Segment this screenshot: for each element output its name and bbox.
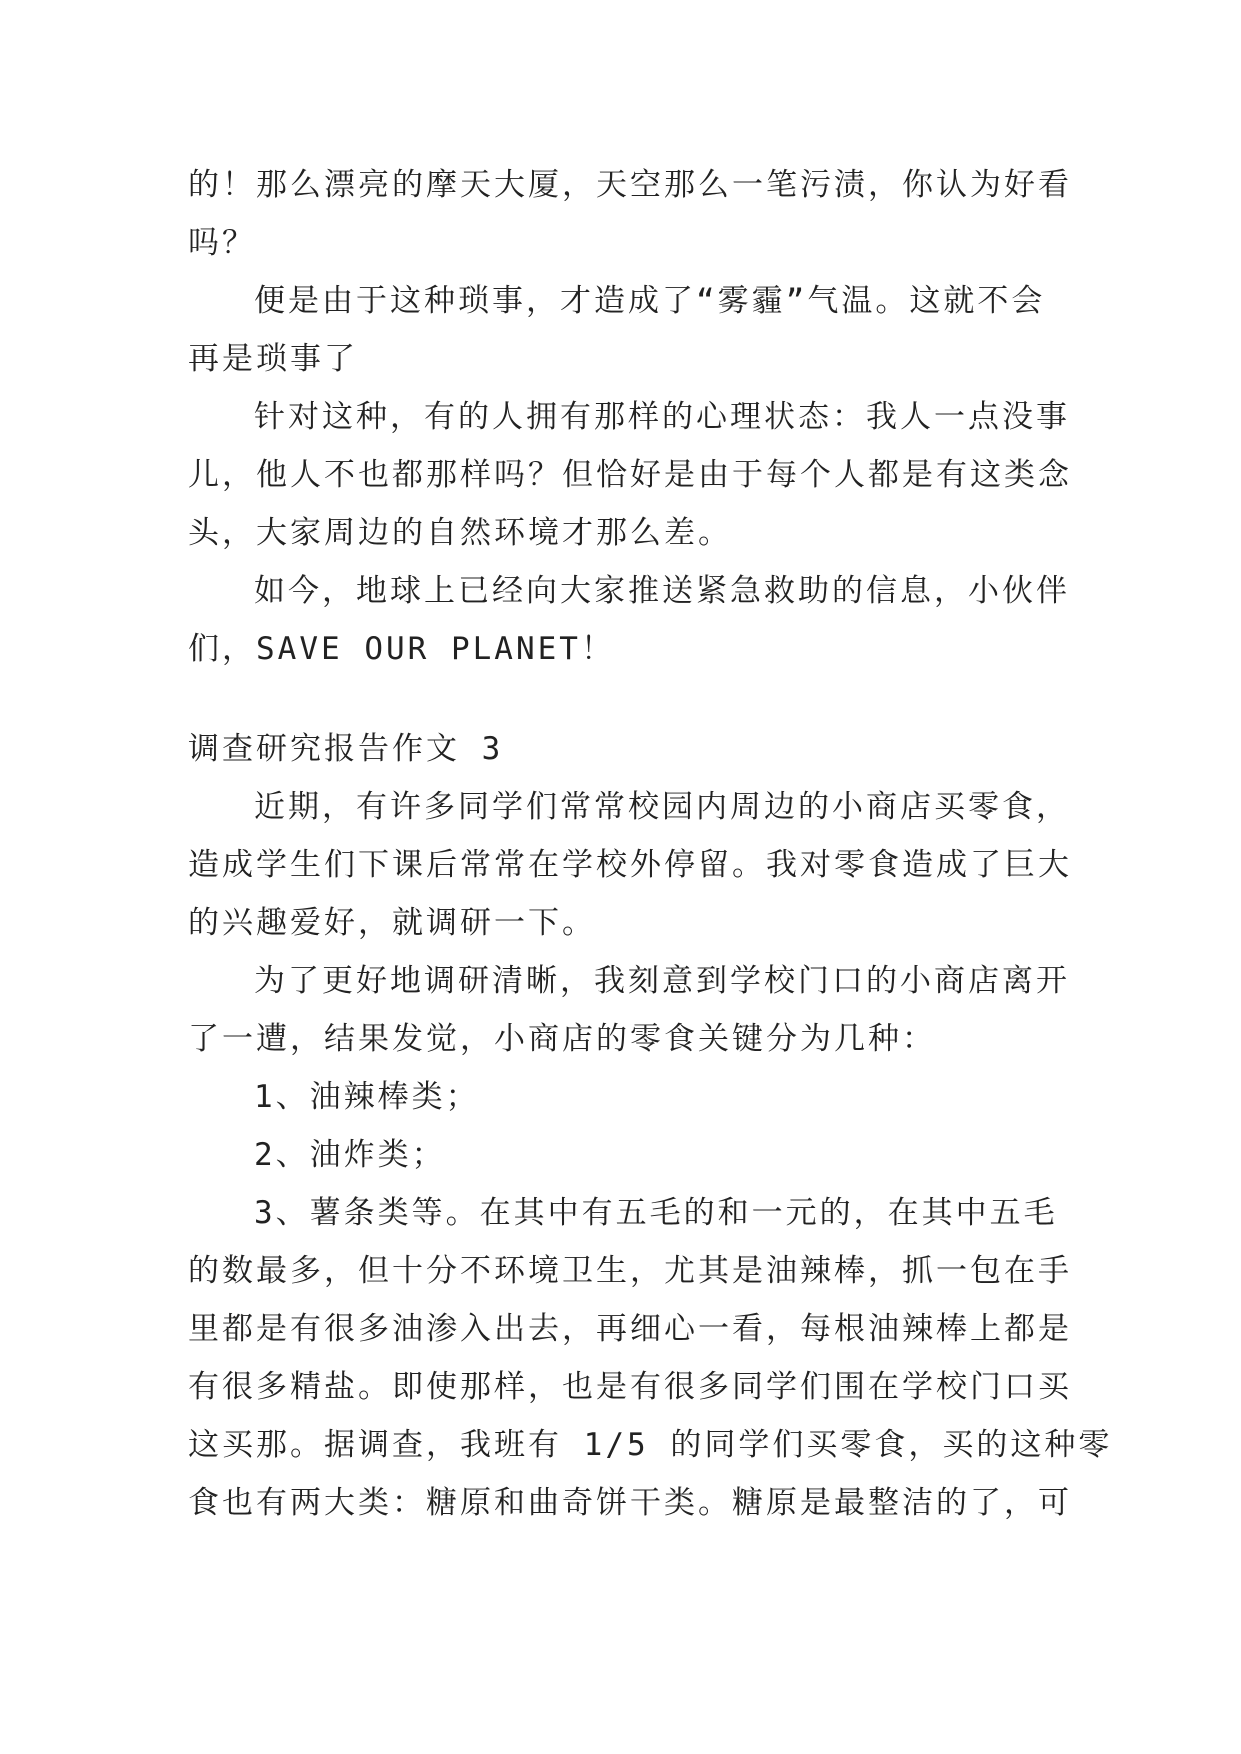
section-gap [188,678,1054,720]
paragraph-line: 儿，他人不也都那样吗？但恰好是由于每个人都是有这类念 [188,457,1072,493]
paragraph-line: 造成学生们下课后常常在学校外停留。我对零食造成了巨大 [188,847,1072,883]
list-item: 1、油辣棒类； [254,1079,480,1115]
list-item: 2、油炸类； [254,1137,446,1173]
paragraph-line: 吗？ [188,225,256,261]
paragraph-line: 了一遭，结果发觉，小商店的零食关键分为几种： [188,1021,936,1057]
paragraph-line: 有很多精盐。即使那样，也是有很多同学们围在学校门口买 [188,1369,1072,1405]
paragraph-line: 如今，地球上已经向大家推送紧急救助的信息，小伙伴 [254,573,1070,609]
section-heading: 调查研究报告作文 3 [188,731,504,767]
paragraph-line: 头，大家周边的自然环境才那么差。 [188,515,732,551]
paragraph-line: 食也有两大类：糖原和曲奇饼干类。糖原是最整洁的了，可 [188,1485,1072,1521]
document-body [188,156,1113,1532]
paragraph-line: 们，SAVE OUR PLANET！ [188,631,615,667]
paragraph-line: 近期，有许多同学们常常校园内周边的小商店买零食， [254,789,1070,825]
paragraph-line: 的！那么漂亮的摩天大厦，天空那么一笔污渍，你认为好看 [188,167,1072,203]
paragraph-line: 针对这种，有的人拥有那样的心理状态：我人一点没事 [254,399,1070,435]
paragraph-line: 的数最多，但十分不环境卫生，尤其是油辣棒，抓一包在手 [188,1253,1072,1289]
paragraph-line: 为了更好地调研清晰，我刻意到学校门口的小商店离开 [254,963,1070,999]
paragraph-line: 再是琐事了 [188,341,358,377]
paragraph-line: 的兴趣爱好，就调研一下。 [188,905,596,941]
paragraph-line: 里都是有很多油渗入出去，再细心一看，每根油辣棒上都是 [188,1311,1072,1347]
list-item: 3、薯条类等。在其中有五毛的和一元的，在其中五毛 [254,1195,1058,1231]
paragraph-line: 便是由于这种琐事，才造成了“雾霾”气温。这就不会 [254,283,1046,319]
paragraph-line: 这买那。据调查，我班有 1/5 的同学们买零食，买的这种零 [188,1427,1113,1463]
